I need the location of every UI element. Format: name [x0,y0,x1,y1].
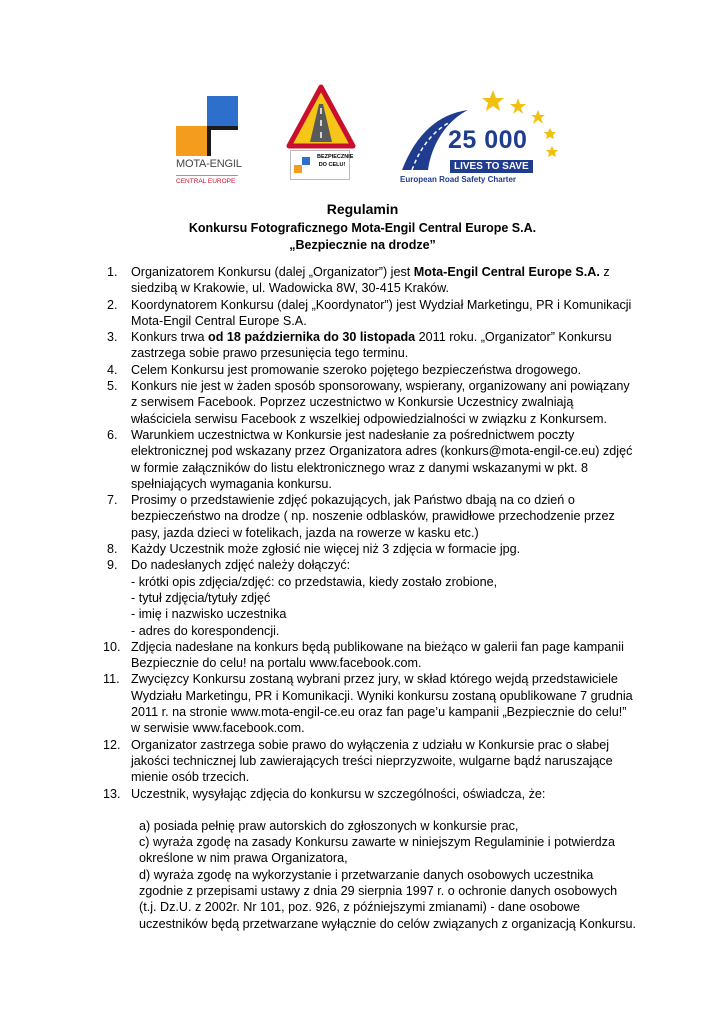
rule-text: Organizatorem Konkursu (dalej „Organizator”) jest [131,265,414,279]
rule-text: Warunkiem uczestnictwa w Konkursie jest nadesłanie za pośrednictwem poczty elektronicznej pod wskazany przez Organizatora adres (konkurs@mota-engil-ce.eu) zdjęć w formie załączników do listu elektronicznego wraz z danymi wskazanymi w pkt. 8 spełniających wymagania konkursu. [131,427,633,491]
attachment-item: - krótki opis zdjęcia/zdjęć: co przedstawia, kiedy zostało zrobione, [131,574,498,589]
attachment-item: - adres do korespondencji. [131,623,280,638]
charter-lives-text: LIVES TO SAVE [450,160,533,173]
rule-item [103,671,636,736]
rule-item [107,362,636,378]
mota-engil-logo [176,96,242,194]
rule-text: 2011 roku. „Organizator” Konkursu zastrzega sobie prawo przesunięcia tego terminu. [131,330,612,361]
rule-number: 2. [107,297,118,312]
bezpiecznie-do-celu-logo [286,84,356,194]
rule-number: 5. [107,379,118,394]
road-safety-charter-logo [398,84,568,188]
rule-number: 3. [107,330,118,345]
rule-number: 13. [103,786,121,801]
sign-caption-box [290,150,354,180]
mota-brand-text: MOTA-ENGIL [176,158,242,170]
rule-number: 8. [107,542,118,557]
sign-caption-line: DO CELU! [318,162,346,168]
rule-item [107,492,636,541]
mota-sub-text: CENTRAL EUROPE [176,175,238,185]
rule-item [107,329,636,362]
document-subtitle: „Bezpiecznie na drodze” [289,238,436,252]
warning-sign-icon [286,84,356,150]
rule-item [103,786,637,932]
rule-item [107,557,636,638]
rule-text: Koordynatorem Konkursu (dalej „Koordynator”) jest Wydział Marketingu, PR i Komunikacji Mota-Engil Central Europe S.A. [131,297,632,328]
rule-text: Zwycięzcy Konkursu zostaną wybrani przez jury, w skład którego wejdą przedstawiciele Wydziału Marketingu, PR i Komunikacji. Wyniki konkursu zostaną opublikowane 7 grudnia 2011 r. na stronie www.mota-engil-ce.eu oraz fan page’u kampanii „Bezpiecznie do celu!” w serwisie www.facebook.com. [131,672,633,736]
charter-number: 25 000 [448,126,528,154]
declaration-item: d) wyraża zgodę na wykorzystanie i przetwarzanie danych osobowych uczestnika zgodnie z przepisami ustawy z dnia 29 sierpnia 1997 r. o ochronie danych osobowych (t.j. Dz.U. z 2002r. Nr 101, poz. 926, z późniejszymi zmianami) - dane osobowe uczestników będą przetwarzane wyłącznie do celów związanych z organizacją Konkursu. [139,867,637,931]
document-subtitle: Konkursu Fotograficznego Mota-Engil Central Europe S.A. [188,221,537,235]
rule-number: 6. [107,427,118,442]
declaration-item: c) wyraża zgodę na zasady Konkursu zawarte w niniejszym Regulaminie i potwierdza określone w nim prawa Organizatora, [139,835,615,866]
rule-item [107,297,636,330]
rule-number: 1. [107,265,118,279]
logo-orange-square [176,126,207,156]
rule-text: Prosimy o przedstawienie zdjęć pokazujących, jak Państwo dbają na co dzień o bezpieczeństwo na drodze ( np. noszenie odblasków, prawidłowe przechodzenie przez pasy, jazda dzieci w fotelikach, jazda na rowerze w kasku etc.) [131,493,615,540]
declaration-item: a) posiada pełnię praw autorskich do zgłoszonych w konkursie prac, [139,818,519,833]
rule-item [107,378,636,427]
rule-text: Do nadesłanych zdjęć należy dołączyć: [131,558,351,573]
rule-item [107,427,636,492]
rule-item [103,639,636,672]
rule-number: 12. [103,737,121,752]
rule-bold-text: od 18 października do 30 listopada [208,330,416,345]
rule-text: z siedzibą w Krakowie, ul. Wadowicka 8W, 30-415 Kraków. [131,265,610,296]
sign-caption-line: BEZPIECZNIE [317,154,354,160]
rule-text: Konkurs nie jest w żaden sposób sponsorowany, wspierany, organizowany ani powiązany z serwisem Facebook. Poprzez uczestnictwo w Konkursie Uczestnicy zwalniają właściciela serwisu Facebook z wszelkiej odpowiedzialności w związku z Konkursem. [131,379,630,426]
rule-item [107,264,636,297]
rules-list [103,264,637,932]
attachment-item: - imię i nazwisko uczestnika [131,607,287,622]
rule-number: 11. [103,672,120,687]
mini-logo-icon [294,157,310,173]
rule-text: Uczestnik, wysyłając zdjęcia do konkursu w szczególności, oświadcza, że: [131,786,546,801]
logo-corner-bar [207,126,238,130]
rule-text: Zdjęcia nadesłane na konkurs będą publikowane na bieżąco w galerii fan page kampanii Bezpiecznie do celu! na portalu www.facebook.com. [131,639,624,671]
rule-text: Konkurs trwa [131,330,208,345]
rule-item [103,737,636,786]
logo-corner-bar [207,126,211,156]
rule-text: Każdy Uczestnik może zgłosić nie więcej niż 3 zdjęcia w formacie jpg. [131,542,521,557]
logo-blue-square [207,96,238,126]
declaration-list [131,818,636,932]
logo-row [0,84,725,194]
rule-number: 9. [107,558,118,573]
attachment-list [131,574,636,639]
rule-number: 4. [107,362,118,377]
document-title: Regulamin [326,201,399,217]
rule-text: Celem Konkursu jest promowanie szeroko pojętego bezpieczeństwa drogowego. [131,362,582,377]
charter-name: European Road Safety Charter [400,175,517,184]
rule-bold-text: Mota-Engil Central Europe S.A. [413,265,600,279]
rule-item [107,541,636,557]
rule-text: Organizator zastrzega sobie prawo do wyłączenia z udziału w Konkursie prac o słabej jakości technicznej lub zawierających treści nieprzyzwoite, wulgarne bądź naruszające mienie osób trzecich. [131,737,613,785]
sign-caption-text [317,153,354,169]
rule-number: 7. [107,493,118,508]
attachment-item: - tytuł zdjęcia/tytuły zdjęć [131,590,271,605]
rule-number: 10. [103,639,121,654]
